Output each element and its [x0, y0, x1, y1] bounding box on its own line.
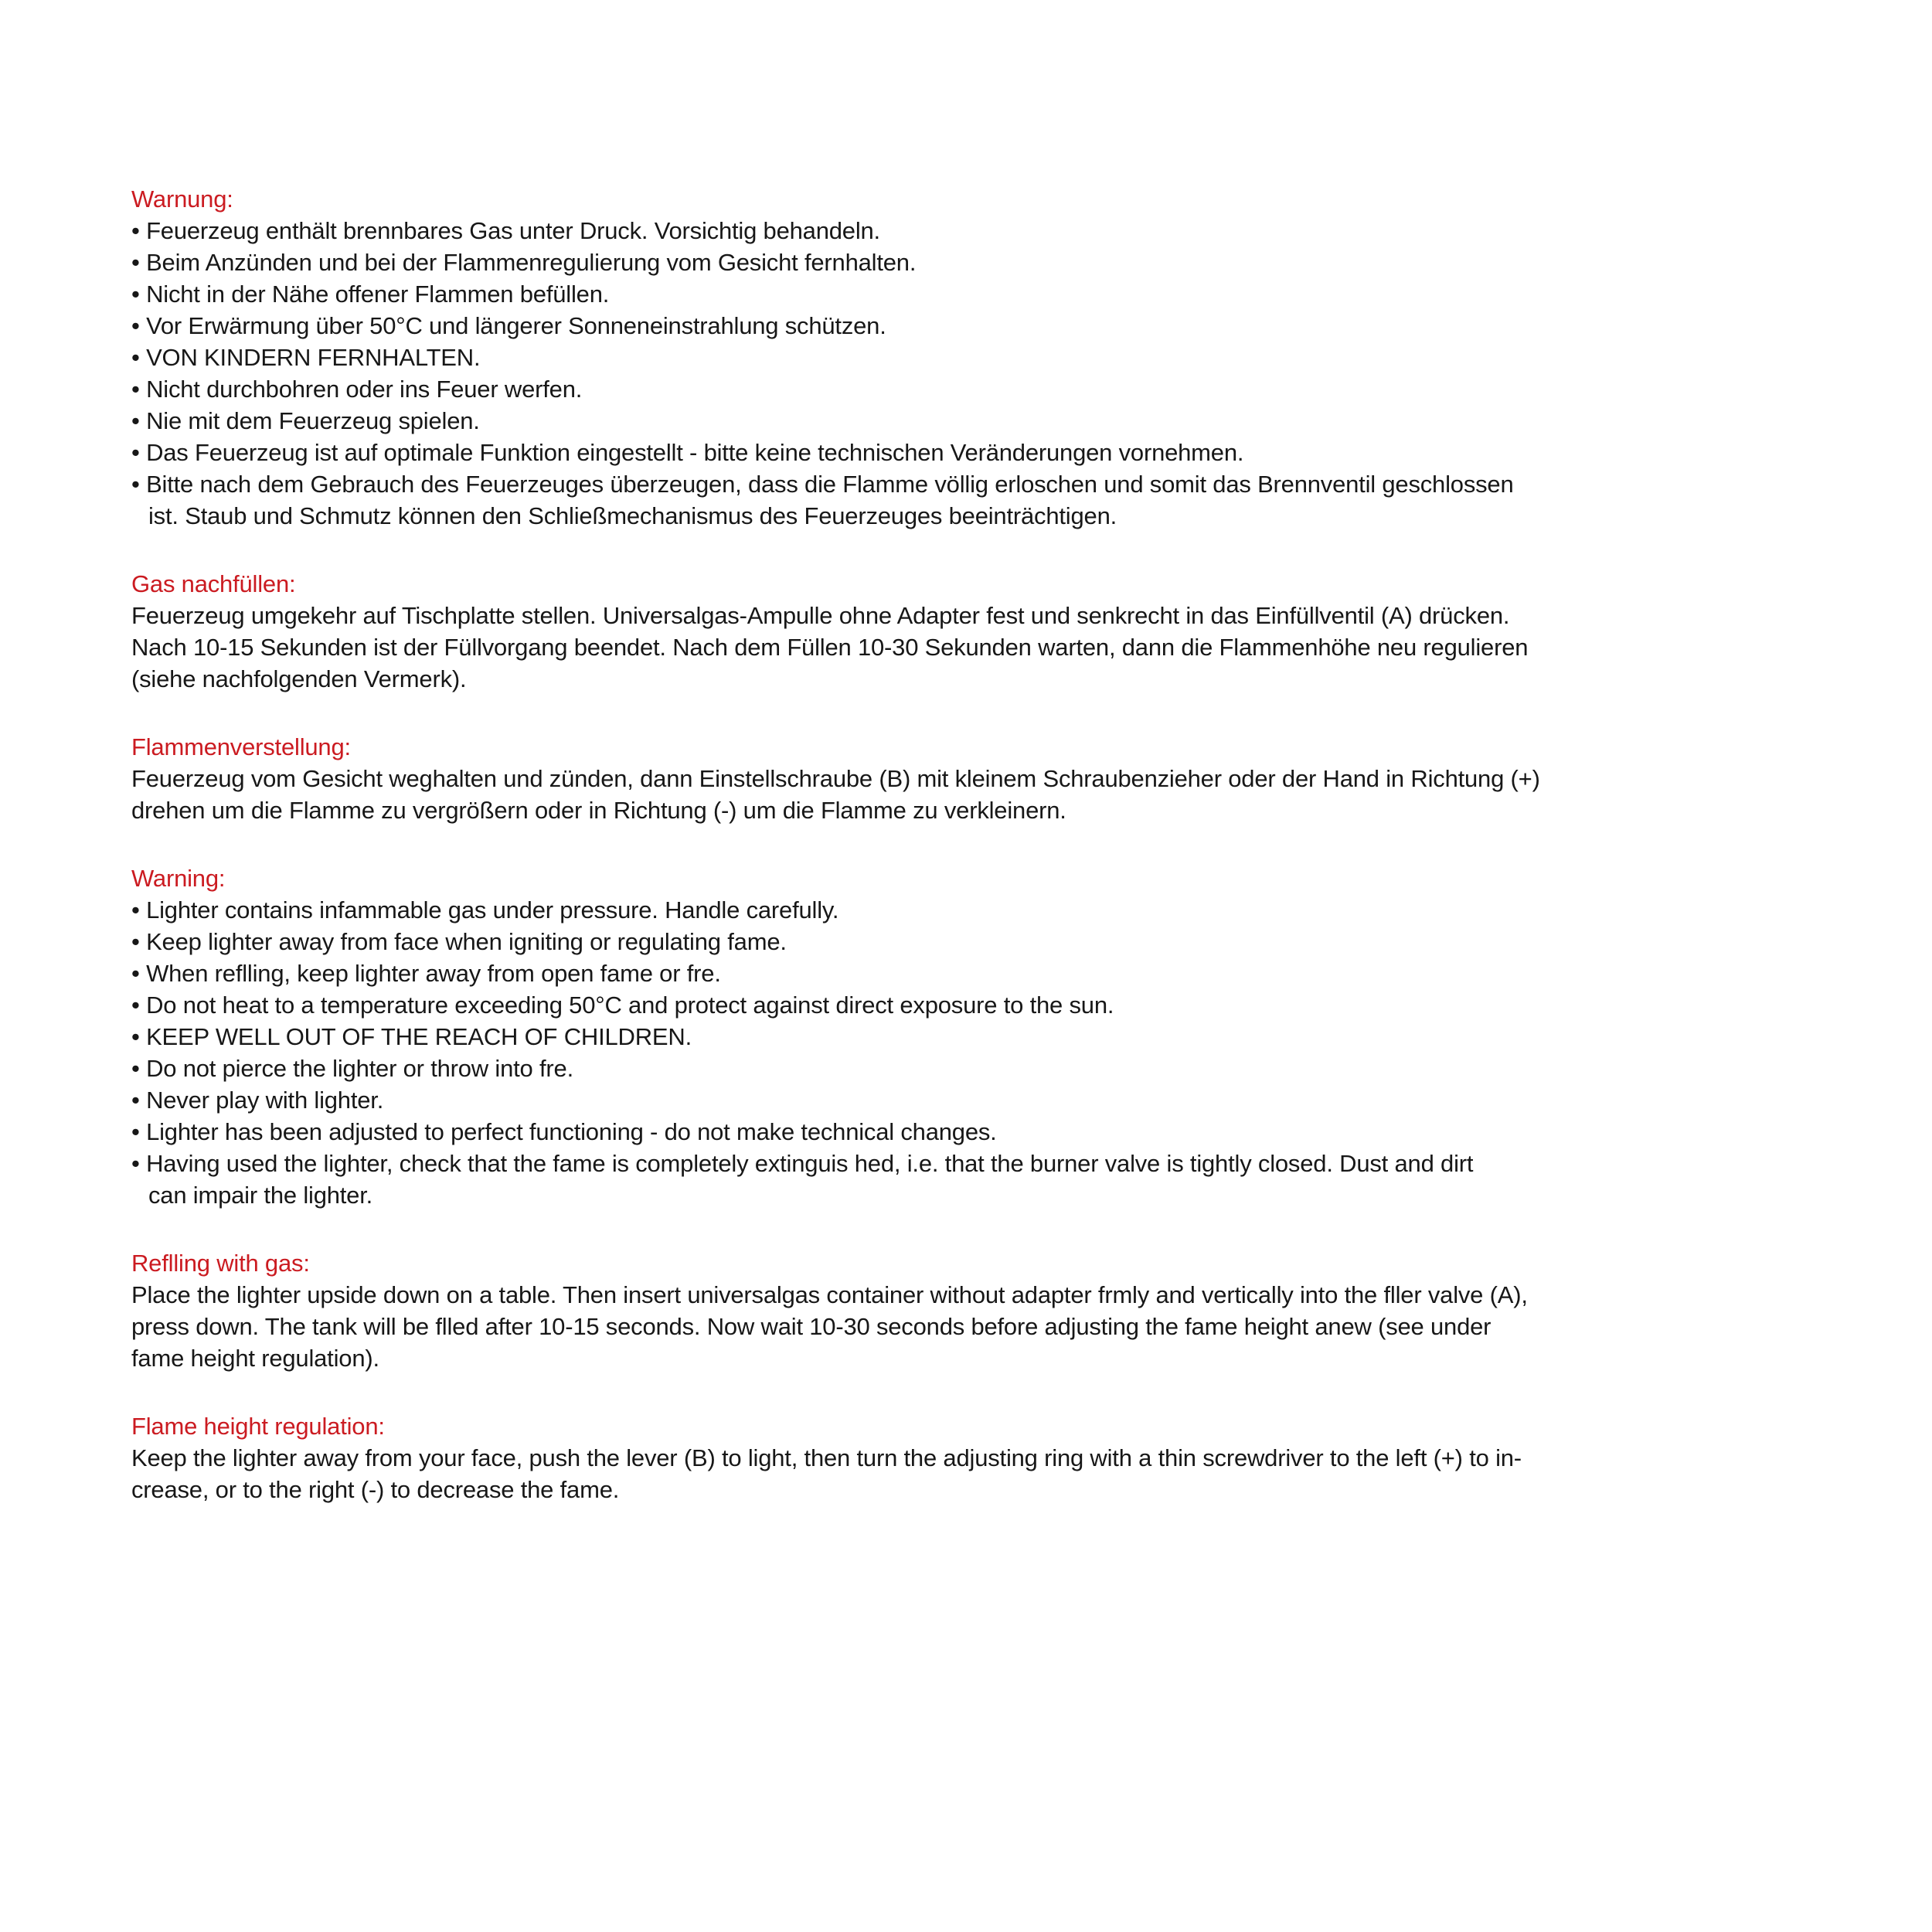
instruction-document — [131, 183, 1886, 1505]
text-line: • Having used the lighter, check that the fame is completely extinguis hed, i.e. that the burner valve is tightly closed. Dust and dirt — [131, 1150, 1474, 1177]
section — [131, 183, 1886, 532]
text-line: • Beim Anzünden und bei der Flammenregulierung vom Gesicht fernhalten. — [131, 249, 917, 276]
text-line: • Feuerzeug enthält brennbares Gas unter Druck. Vorsichtig behandeln. — [131, 217, 880, 244]
text-line: • Lighter contains infammable gas under pressure. Handle carefully. — [131, 896, 839, 923]
section — [131, 568, 1886, 695]
text-line: (siehe nachfolgenden Vermerk). — [131, 665, 467, 692]
text-line: • Nie mit dem Feuerzeug spielen. — [131, 407, 480, 434]
section-heading: Flammenverstellung: — [131, 733, 351, 760]
text-line: • Vor Erwärmung über 50°C und längerer Sonneneinstrahlung schützen. — [131, 312, 886, 339]
text-line: • When reflling, keep lighter away from open fame or fre. — [131, 960, 721, 987]
section-heading: Warnung: — [131, 185, 233, 213]
text-line: Feuerzeug vom Gesicht weghalten und zünden, dann Einstellschraube (B) mit kleinem Schraubenzieher oder der Hand in Richtung (+) — [131, 765, 1540, 792]
section — [131, 1410, 1886, 1505]
text-line: • Bitte nach dem Gebrauch des Feuerzeuges überzeugen, dass die Flamme völlig erloschen und somit das Brennventil geschlossen — [131, 471, 1514, 498]
text-line: drehen um die Flamme zu vergrößern oder in Richtung (-) um die Flamme zu verkleinern. — [131, 797, 1066, 824]
text-line: • Nicht durchbohren oder ins Feuer werfen. — [131, 376, 583, 403]
text-line: crease, or to the right (-) to decrease the fame. — [131, 1476, 620, 1503]
text-line: Nach 10-15 Sekunden ist der Füllvorgang beendet. Nach dem Füllen 10-30 Sekunden warten, dann die Flammenhöhe neu regulieren — [131, 634, 1529, 661]
section — [131, 862, 1886, 1211]
text-line: • Das Feuerzeug ist auf optimale Funktion eingestellt - bitte keine technischen Veränderungen vornehmen. — [131, 439, 1244, 466]
text-line: Keep the lighter away from your face, push the lever (B) to light, then turn the adjusting ring with a thin screwdriver to the left (+) to in- — [131, 1444, 1522, 1471]
text-line: • Keep lighter away from face when igniting or regulating fame. — [131, 928, 787, 955]
section — [131, 731, 1886, 826]
text-line: • Do not heat to a temperature exceeding 50°C and protect against direct exposure to the sun. — [131, 992, 1114, 1019]
section — [131, 1247, 1886, 1374]
text-line: press down. The tank will be flled after 10-15 seconds. Now wait 10-30 seconds before adjusting the fame height anew (see under — [131, 1313, 1492, 1340]
text-line: • Never play with lighter. — [131, 1087, 384, 1114]
text-line: • Do not pierce the lighter or throw into fre. — [131, 1055, 573, 1082]
text-line: fame height regulation). — [131, 1345, 379, 1372]
section-heading: Reflling with gas: — [131, 1250, 310, 1277]
text-line: Feuerzeug umgekehr auf Tischplatte stellen. Universalgas-Ampulle ohne Adapter fest und senkrecht in das Einfüllventil (A) drücken. — [131, 602, 1510, 629]
text-line: • KEEP WELL OUT OF THE REACH OF CHILDREN. — [131, 1023, 692, 1050]
section-heading: Warning: — [131, 865, 226, 892]
section-heading: Gas nachfüllen: — [131, 570, 296, 597]
text-line: Place the lighter upside down on a table. Then insert universalgas container without adapter frmly and vertically into the fller valve (A), — [131, 1281, 1528, 1308]
text-line: can impair the lighter. — [148, 1182, 373, 1209]
text-line: ist. Staub und Schmutz können den Schließmechanismus des Feuerzeuges beeinträchtigen. — [148, 502, 1117, 529]
text-line: • Nicht in der Nähe offener Flammen befüllen. — [131, 281, 610, 308]
section-heading: Flame height regulation: — [131, 1413, 385, 1440]
text-line: • Lighter has been adjusted to perfect functioning - do not make technical changes. — [131, 1118, 997, 1145]
text-line: • VON KINDERN FERNHALTEN. — [131, 344, 481, 371]
